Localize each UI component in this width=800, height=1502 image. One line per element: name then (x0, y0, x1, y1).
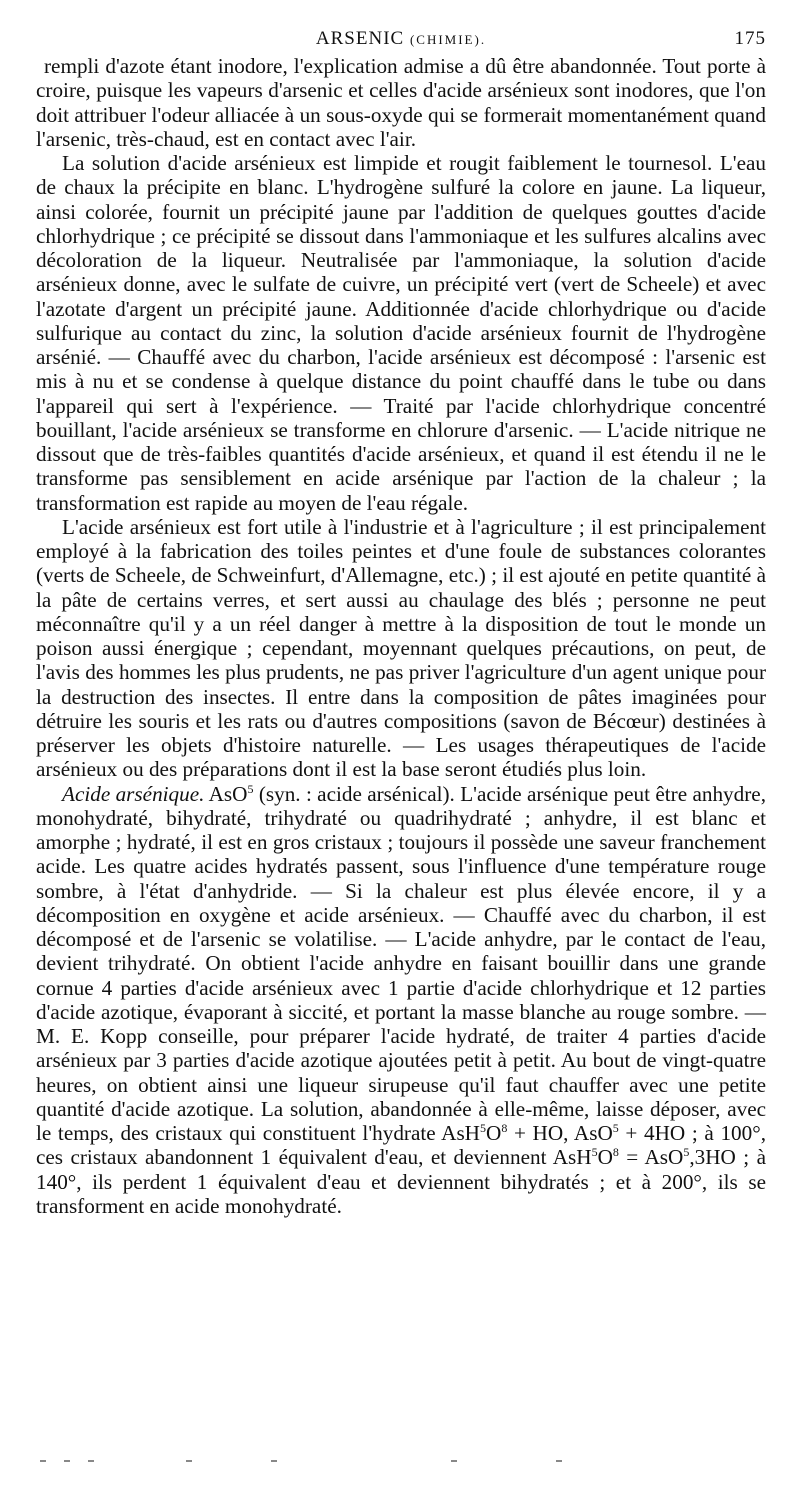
running-header (36, 28, 766, 54)
text-run: rempli d'azote étant inodore, l'explication admise a dû être abandonnée. Tout porte à croire, puisque les vapeurs d'arsenic et celles d'acide arsénieux sont inodores, que l'on doit attribuer l'odeur alliacée à un sous-oxyde qui se formerait momentanément quand l'arsenic, très-chaud, est en contact avec l'air. (36, 54, 766, 151)
scan-mark (40, 1460, 46, 1462)
footer-scan-marks (36, 1460, 766, 1472)
superscript: 5 (480, 1120, 486, 1135)
running-title-main: ARSENIC (315, 28, 405, 49)
superscript: 5 (247, 781, 254, 796)
text-run: + 4HO ; à 100°, ces cristaux abandonnent 1 équivalent d'eau, et deviennent AsH (36, 1121, 766, 1170)
scan-mark (186, 1460, 192, 1462)
text-run: = AsO (618, 1145, 684, 1170)
running-title-subtitle: (CHIMIE). (409, 32, 487, 47)
paragraph (36, 515, 766, 782)
text-run: AsO (204, 781, 248, 806)
scan-mark (451, 1460, 457, 1462)
paragraph (36, 782, 766, 1219)
text-run: (syn. : acide arsénical). L'acide arsénique peut être anhydre, monohydraté, bihydraté, trihydraté ou quadrihydraté ; anhydre, il est blanc et amorphe ; hydraté, il est en gros cristaux ; toujours il possède une saveur franchement acide. Les quatre acides hydratés passent, sous l'influence d'une température rouge sombre, à l'état d'anhydride. — Si la chaleur est plus élevée encore, il y a décomposition en oxygène et acide arsénieux. — Chauffé avec du charbon, il est décomposé et de l'arsenic se volatilise. — L'acide anhydre, par le contact de l'eau, devient trihydraté. On obtient l'acide anhydre en faisant bouillir dans une grande cornue 4 parties d'acide arsénieux avec 1 partie d'acide chlorhydrique et 12 parties d'acide azotique, évaporant à siccité, et portant la masse blanche au rouge sombre. — M. E. Kopp conseille, pour préparer l'acide hydraté, de traiter 4 parties d'acide arsénieux par 3 parties d'acide azotique ajoutées petit à petit. Au bout de vingt-quatre heures, on obtient ainsi une liqueur sirupeuse qu'il faut chauffer avec une petite quantité d'acide azotique. La solution, abandonnée à elle-même, laisse déposer, avec le temps, des cristaux qui constituent l'hydrate AsH (36, 781, 766, 1145)
text-run: L'acide arsénieux est fort utile à l'industrie et à l'agriculture ; il est principalement employé à la fabrication des toiles peintes et d'une foule de substances colorantes (verts de Scheele, de Schweinfurt, d'Allemagne, etc.) ; il est ajouté en petite quantité à la pâte de certains verres, et sert aussi au chaulage des blés ; personne ne peut méconnaître qu'il y a un réel danger à mettre à la disposition de tout le monde un poison aussi énergique ; cependant, moyennant quelques précautions, on peut, de l'avis des hommes les plus prudents, ne pas priver l'agriculture d'un agent unique pour la destruction des insectes. Il entre dans la composition de pâtes imaginées pour détruire les souris et les rats ou d'autres compositions (savon de Bécœur) destinées à préserver les objets d'histoire naturelle. — Les usages thérapeutiques de l'acide arsénieux ou des préparations dont il est la base seront étudiés plus loin. (36, 514, 766, 782)
paragraph (36, 54, 766, 151)
text-run: O (486, 1121, 502, 1145)
body-text (36, 54, 766, 1218)
superscript: 8 (612, 1145, 619, 1160)
scan-mark (88, 1460, 94, 1462)
text-run: ,3HO ; à 140°, ils perdent 1 équivalent d'eau et deviennent bihydratés ; et à 200°, ils se transforment en acide monohydraté. (36, 1145, 766, 1218)
section-heading-italic: Acide arsénique. (62, 781, 205, 806)
document-page (36, 28, 766, 1218)
running-title (36, 28, 766, 50)
scan-mark (64, 1460, 70, 1462)
text-run: + HO, AsO (507, 1121, 613, 1145)
superscript: 5 (591, 1145, 598, 1160)
scan-mark (556, 1460, 562, 1462)
text-run: La solution d'acide arsénieux est limpide et rougit faiblement le tournesol. L'eau de chaux la précipite en blanc. L'hydrogène sulfuré la colore en jaune. La liqueur, ainsi colorée, fournit un précipité jaune par l'addition de quelques gouttes d'acide chlorhydrique ; ce précipité se dissout dans l'ammoniaque et les sulfures alcalins avec décoloration de la liqueur. Neutralisée par l'ammoniaque, la solution d'acide arsénieux donne, avec le sulfate de cuivre, un précipité vert (vert de Scheele) et avec l'azotate d'argent un précipité jaune. Additionnée d'acide chlorhydrique ou d'acide sulfurique au contact du zinc, la solution d'acide arsénieux fournit de l'hydrogène arsénié. — Chauffé avec du charbon, l'acide arsénieux est décomposé : l'arsenic est mis à nu et se condense à quelque distance du point chauffé dans le tube ou dans l'appareil qui sert à l'expérience. — Traité par l'acide chlorhydrique concentré bouillant, l'acide arsénieux se transforme en chlorure d'arsenic. — L'acide nitrique ne dissout que de très-faibles quantités d'acide arsénieux, et quand il est étendu il ne le transforme pas sensiblement en acide arsénique par l'action de la chaleur ; la transformation est rapide au moyen de l'eau régale. (36, 151, 766, 515)
paragraph (36, 151, 766, 515)
superscript: 5 (612, 1120, 619, 1135)
scan-mark (271, 1460, 277, 1462)
superscript: 8 (501, 1120, 508, 1135)
text-run: O (597, 1145, 613, 1170)
page-number: 175 (734, 28, 766, 49)
superscript: 5 (683, 1145, 690, 1160)
